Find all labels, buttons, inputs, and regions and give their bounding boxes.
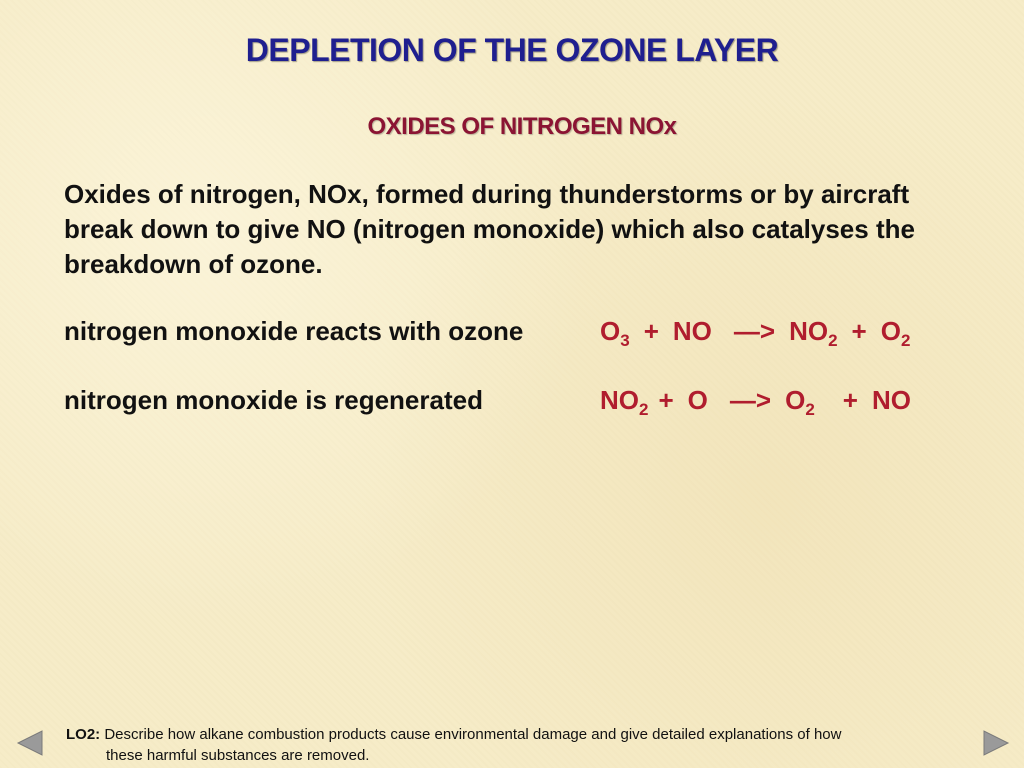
lo-text-line2: these harmful substances are removed. bbox=[106, 747, 370, 764]
plus-sign: + bbox=[851, 316, 867, 346]
lo-label: LO2: bbox=[66, 726, 101, 743]
reaction-2-label: nitrogen monoxide is regenerated bbox=[64, 385, 483, 415]
plus-sign: + bbox=[658, 385, 674, 415]
subscript: 2 bbox=[639, 400, 649, 419]
subscript: 3 bbox=[620, 331, 630, 350]
reactant-o: O bbox=[687, 385, 708, 415]
reaction-1-equation bbox=[600, 314, 910, 348]
triangle-right-icon bbox=[982, 730, 1010, 756]
reactant-no2: NO bbox=[600, 385, 639, 415]
reactant-ozone: O bbox=[600, 316, 621, 346]
subscript: 2 bbox=[900, 331, 911, 350]
intro-paragraph: Oxides of nitrogen, NOx, formed during thunderstorms or by aircraft break down to give NO (nitrogen monoxide) which also catalyses the breakdown of ozone. bbox=[64, 179, 915, 279]
slide-title: DEPLETION OF THE OZONE LAYER bbox=[245, 32, 779, 68]
reaction-row-2 bbox=[64, 383, 1004, 417]
subscript: 2 bbox=[805, 400, 815, 419]
product-o2: O bbox=[785, 385, 806, 415]
previous-slide-button[interactable] bbox=[16, 730, 44, 756]
plus-sign: + bbox=[842, 385, 858, 415]
plus-sign: + bbox=[643, 316, 659, 346]
reaction-arrow: —> bbox=[729, 385, 772, 415]
lo-text-line1: Describe how alkane combustion products cause environmental damage and give detailed explanations of how bbox=[104, 726, 842, 743]
triangle-left-icon bbox=[16, 730, 44, 756]
product-o2: O bbox=[880, 316, 901, 346]
reaction-1-label: nitrogen monoxide reacts with ozone bbox=[64, 316, 524, 346]
subscript: 2 bbox=[828, 331, 838, 350]
reactant-no: NO bbox=[672, 316, 712, 346]
slide-subtitle: OXIDES OF NITROGEN NOx bbox=[367, 113, 677, 140]
reaction-row-1 bbox=[64, 314, 1004, 348]
learning-objective bbox=[66, 724, 966, 766]
product-no2: NO bbox=[789, 316, 829, 346]
reaction-arrow: —> bbox=[733, 316, 776, 346]
next-slide-button[interactable] bbox=[982, 730, 1010, 756]
product-no: NO bbox=[871, 385, 911, 415]
reaction-2-equation bbox=[600, 383, 911, 417]
